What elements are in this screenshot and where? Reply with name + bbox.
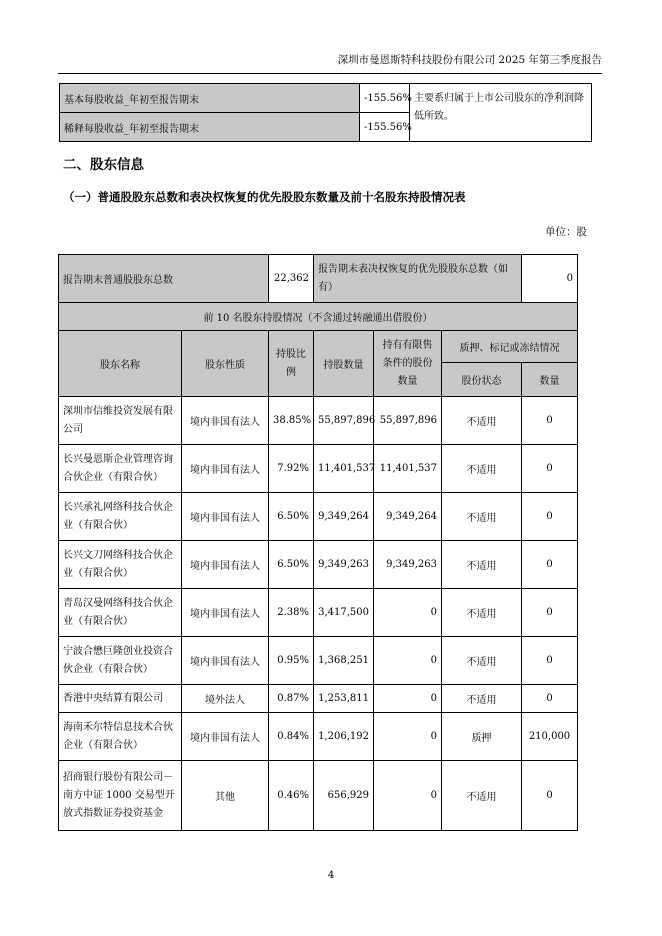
holder-restricted: 0 (374, 685, 442, 713)
holder-quantity: 1,253,811 (314, 685, 374, 713)
header-rule (58, 73, 602, 74)
holder-nature: 境内非国有法人 (182, 445, 269, 493)
holder-quantity: 55,897,896 (314, 397, 374, 445)
holder-quantity: 9,349,264 (314, 493, 374, 541)
holder-nature: 境内非国有法人 (182, 493, 269, 541)
holder-count: 0 (522, 685, 578, 713)
holder-ratio: 7.92% (269, 445, 314, 493)
header-row-1 (59, 331, 578, 363)
holder-name: 海南禾尔特信息技术合伙企业（有限合伙） (59, 713, 182, 761)
table-row (59, 493, 578, 541)
col-header-nature: 股东性质 (182, 331, 269, 397)
holder-status: 不适用 (442, 761, 522, 831)
holder-ratio: 0.46% (269, 761, 314, 831)
unit-label: 单位：股 (545, 226, 587, 238)
holder-nature: 境外法人 (182, 685, 269, 713)
report-header: 深圳市曼恩斯特科技股份有限公司 2025 年第三季度报告 (337, 54, 602, 66)
shareholders-table (58, 254, 578, 831)
holder-status: 不适用 (442, 637, 522, 685)
table-row (59, 713, 578, 761)
table-row (59, 445, 578, 493)
holder-name: 深圳市信维投资发展有限公司 (59, 397, 182, 445)
holder-ratio: 0.84% (269, 713, 314, 761)
holder-restricted: 9,349,263 (374, 541, 442, 589)
holder-restricted: 9,349,264 (374, 493, 442, 541)
holder-restricted: 11,401,537 (374, 445, 442, 493)
holder-ratio: 2.38% (269, 589, 314, 637)
holder-status: 不适用 (442, 397, 522, 445)
col-header-pledge-group: 质押、标记或冻结情况 (442, 331, 578, 363)
holder-name: 长兴文刀网络科技合伙企业（有限合伙） (59, 541, 182, 589)
holder-ratio: 6.50% (269, 493, 314, 541)
holder-count: 0 (522, 493, 578, 541)
holder-quantity: 11,401,537 (314, 445, 374, 493)
eps-table (59, 83, 592, 142)
eps-value: -155.56% (360, 113, 410, 142)
preferred-holders-label: 报告期末表决权恢复的优先股股东总数（如有） (314, 255, 522, 303)
col-header-status: 股份状态 (442, 363, 522, 397)
table-row (59, 637, 578, 685)
table-row (59, 397, 578, 445)
holder-count: 0 (522, 397, 578, 445)
holder-name: 香港中央结算有限公司 (59, 685, 182, 713)
holder-name: 宁波合懋巨隆创业投资合伙企业（有限合伙） (59, 637, 182, 685)
holder-restricted: 0 (374, 589, 442, 637)
holder-count: 0 (522, 589, 578, 637)
holder-nature: 境内非国有法人 (182, 637, 269, 685)
holder-name: 长兴曼恩斯企业管理咨询合伙企业（有限合伙） (59, 445, 182, 493)
section-title: 二、股东信息 (63, 157, 144, 173)
col-header-ratio: 持股比例 (269, 331, 314, 397)
col-header-quantity: 持股数量 (314, 331, 374, 397)
holder-count: 0 (522, 445, 578, 493)
holder-count: 210,000 (522, 713, 578, 761)
holder-nature: 境内非国有法人 (182, 541, 269, 589)
preferred-holders-value: 0 (522, 255, 578, 303)
holder-quantity: 656,929 (314, 761, 374, 831)
page-number: 4 (327, 870, 335, 881)
top10-title-row (59, 303, 578, 331)
table-row (59, 541, 578, 589)
holder-count: 0 (522, 761, 578, 831)
eps-reason: 主要系归属于上市公司股东的净利润降低所致。 (410, 84, 592, 142)
holder-count: 0 (522, 541, 578, 589)
holder-status: 不适用 (442, 589, 522, 637)
holder-status: 质押 (442, 713, 522, 761)
holder-count: 0 (522, 637, 578, 685)
eps-value: -155.56% (360, 84, 410, 113)
holder-restricted: 55,897,896 (374, 397, 442, 445)
holder-restricted: 0 (374, 637, 442, 685)
holder-restricted: 0 (374, 761, 442, 831)
holder-ratio: 6.50% (269, 541, 314, 589)
holder-nature: 其他 (182, 761, 269, 831)
holder-quantity: 3,417,500 (314, 589, 374, 637)
holder-quantity: 1,368,251 (314, 637, 374, 685)
holder-quantity: 1,206,192 (314, 713, 374, 761)
holder-name: 招商银行股份有限公司－南方中证 1000 交易型开放式指数证券投资基金 (59, 761, 182, 831)
subsection-title: （一）普通股股东总数和表决权恢复的优先股股东数量及前十名股东持股情况表 (63, 190, 466, 204)
holder-status: 不适用 (442, 685, 522, 713)
holder-status: 不适用 (442, 445, 522, 493)
common-holders-value: 22,362 (269, 255, 314, 303)
holder-status: 不适用 (442, 493, 522, 541)
table-row (59, 761, 578, 831)
holder-nature: 境内非国有法人 (182, 397, 269, 445)
holder-ratio: 38.85% (269, 397, 314, 445)
common-holders-label: 报告期末普通股股东总数 (59, 255, 269, 303)
col-header-restricted: 持有有限售条件的股份数量 (374, 331, 442, 397)
holder-name: 长兴承礼网络科技合伙企业（有限合伙） (59, 493, 182, 541)
holder-nature: 境内非国有法人 (182, 589, 269, 637)
holder-nature: 境内非国有法人 (182, 713, 269, 761)
holder-ratio: 0.87% (269, 685, 314, 713)
table-row (59, 685, 578, 713)
holder-ratio: 0.95% (269, 637, 314, 685)
eps-row-basic (60, 84, 592, 113)
summary-row (59, 255, 578, 303)
holder-name: 青岛汉曼网络科技合伙企业（有限合伙） (59, 589, 182, 637)
col-header-count: 数量 (522, 363, 578, 397)
holder-quantity: 9,349,263 (314, 541, 374, 589)
eps-label: 稀释每股收益_年初至报告期末 (60, 113, 360, 142)
eps-label: 基本每股收益_年初至报告期末 (60, 84, 360, 113)
holder-status: 不适用 (442, 541, 522, 589)
top10-title: 前 10 名股东持股情况（不含通过转融通出借股份） (59, 303, 578, 331)
col-header-name: 股东名称 (59, 331, 182, 397)
holder-restricted: 0 (374, 713, 442, 761)
table-row (59, 589, 578, 637)
